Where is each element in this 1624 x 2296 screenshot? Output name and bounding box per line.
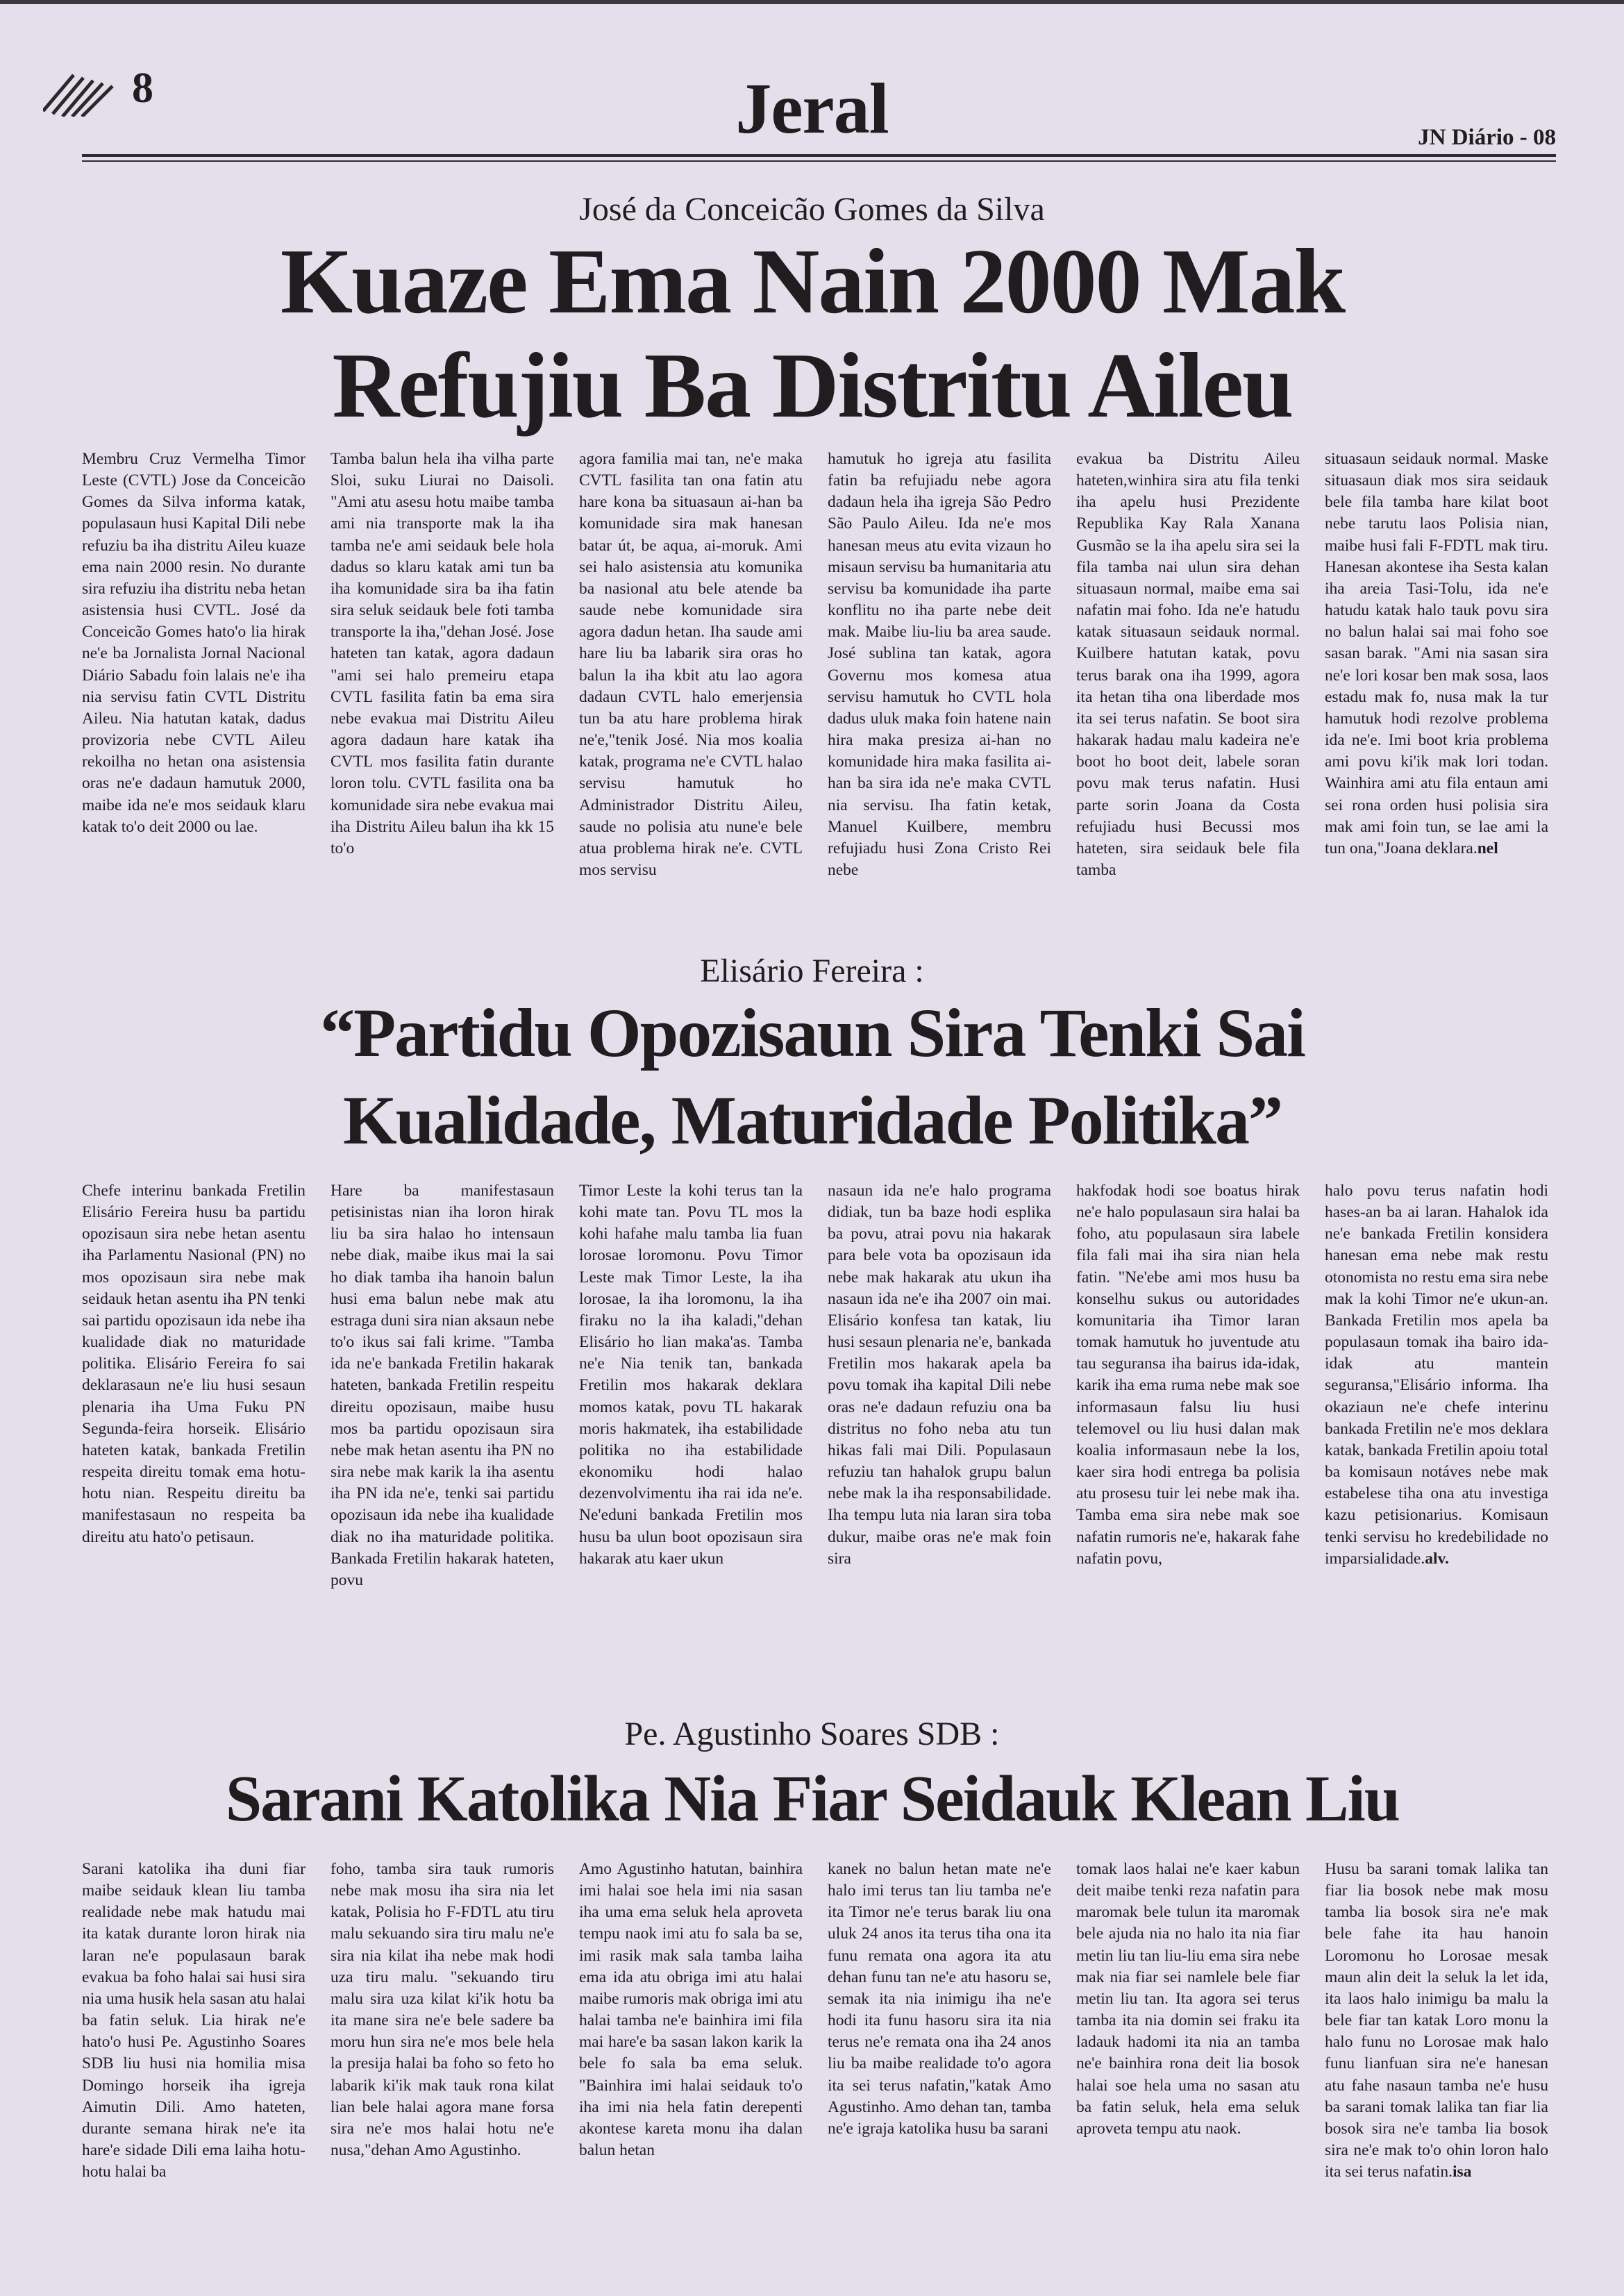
article1-byline: José da Conceicão Gomes da Silva	[579, 191, 1045, 228]
top-edge-line	[0, 0, 1624, 4]
article3-headline: Sarani Katolika Nia Fiar Seidauk Klean Liu	[225, 1763, 1400, 1835]
article2-column-1: Chefe interinu bankada Fretilin Elisário Fereira husu ba partidu opozisaun sira nebe hetan asentu iha Parlamentu Nasional (PN) no mos opozisaun sira nebe mak seidauk hetan asentu iha PN tenki sai partidu opozisaun ida nebe iha kualidade diak no maturidade politika. Elisário Fereira fo sai deklarasaun ne'e liu husi sesaun plenaria iha Uma Fuku PN Segunda-feira horseik. Elisário hateten katak, bankada Fretilin respeita direitu tomak ema hotu-hotu nian. Respeitu direitu ba manifestasaun no respeita ba direitu atu hato'o petisaun.	[82, 1182, 305, 1546]
article2-byline: Elisário Fereira :	[700, 953, 924, 989]
article3-body	[82, 1859, 1558, 2234]
article2-column-5: hakfodak hodi soe boatus hirak ne'e halo populasaun sira halai ba foho, atu populasaun sira labele fila fali mai iha sira nian hela fatin. "Ne'ebe ami mos husu ba konselhu sukus ou autoridades komunitaria iha Timor laran tomak hamutuk ho juventude atu tau seguransa iha bairus ida-idak, karik iha ema ruma nebe mak soe informasaun falsu liu husi telemovel ou liu husi dalan mak koalia informasaun nebe la los, kaer sira hodi entrega ba polisia atu prosesu tuir lei nebe mak iha. Tamba ema sira nebe mak soe nafatin rumoris ne'e, hakarak fahe nafatin povu,	[1076, 1182, 1300, 1568]
edition-label: JN Diário - 08	[1418, 125, 1556, 150]
article1-column-5: evakua ba Distritu Aileu hateten,winhira sira atu fila tenki iha apelu husi Prezidente Republika Kay Rala Xanana Gusmão se la iha apelu sira sei la fila tamba nai ulun sira dehan situasaun normal, maibe ema sai nafatin mai foho. Ida ne'e hatudu katak situasaun seidauk normal. Kuilbere hatutan katak, povu terus barak ona iha 1999, agora ita hetan tiha ona liberdade mos ita sei terus nafatin. Se boot sira hakarak hadau malu kadeira ne'e boot ho boot deit, labele soran povu mak terus nafatin. Husi parte sorin Joana da Costa refujiadu husi Becussi mos hateten, sira seidauk bele fila tamba	[1076, 450, 1300, 879]
article2-signoff: alv.	[1425, 1549, 1449, 1568]
article1-headline-line2: Refujiu Ba Distritu Aileu	[332, 334, 1293, 437]
article2-column-6: halo povu terus nafatin hodi hases-an ba ai laran. Hahalok ida ne'e bankada Fretilin konsidera hanesan ema nebe mak restu otonomista no restu ema sira nebe mak la kohi Timor ne'e ukun-an. Bankada Fretilin mos apela ba populasaun tomak iha bairo ida-idak atu mantein seguransa,"Elisário informa. Iha okaziaun ne'e chefe interinu bankada Fretilin ne'e mos deklara katak, bankada Fretilin apoiu total ba komisaun notáves nebe mak estabelese tiha ona atu investiga kazu petisionarius. Komisaun tenki servisu ho kredebilidade no imparsialidade.alv.	[1325, 1182, 1548, 1568]
article3-column-2: foho, tamba sira tauk rumoris nebe mak mosu iha sira nia let katak, Polisia ho F-FDTL atu tiru malu sekuando sira tiru malu ne'e sira nia kilat iha nebe mak hodi uza tiru malu. "sekuando tiru malu sira uza kilat ki'ik hotu ba ita mane sira ne'e bele sadere ba moru hun sira ne'e mos bele hela la presija halai ba foho so feto ho labarik ki'ik mak tauk rona kilat lian bele halai agora mane forsa sira ne'e mos halai hotu ne'e nusa,"dehan Amo Agustinho.	[330, 1860, 554, 2160]
header-rule-thick	[82, 154, 1556, 157]
article2-body	[82, 1180, 1558, 1701]
article2-column-4: nasaun ida ne'e halo programa didiak, tun ba baze hodi esplika ba povu, atrai povu nia hakarak para bele vota ba opozisaun ida nebe mak hakarak atu ukun iha nasaun ida ne'e iha 2007 oin mai. Elisário konfesa tan katak, liu husi sesaun plenaria ne'e, bankada Fretilin mos hakarak apela ba povu tomak iha kapital Dili nebe oras ne'e dadaun refuziu ona ba distritus no foho neba atu tun hikas fali mai Dili. Populasaun refuziu tan hahalok grupu balun nebe mak la iha responsabilidade. Iha tempu luta nia laran sira toba dukur, maibe oras ne'e mak foin sira	[828, 1182, 1051, 1568]
article1-column-1: Membru Cruz Vermelha Timor Leste (CVTL) Jose da Conceicão Gomes da Silva informa katak, populasaun husi Kapital Dili nebe refuziu ba iha distritu Aileu kuaze ema nain 2000 resin. No durante sira refuziu iha distritu neba hetan asistensia husi CVTL. José da Conceicão Gomes hato'o lia hirak ne'e ba Jornalista Jornal Nacional Diário Sabadu foin lalais ne'e iha nia servisu fatin CVTL Distritu Aileu. Nia hatutan katak, dadus provizoria nebe CVTL Aileu rekoilha no hetan ona asistensia oras ne'e dadaun hamutuk 2000, maibe ida ne'e mos seidauk klaru katak to'o deit 2000 ou lae.	[82, 450, 305, 836]
article3-column-6: Husu ba sarani tomak lalika tan fiar lia bosok nebe mak mosu tamba lia bosok sira ne'e mak bele fahe ita hau hanoin Loromonu ho Lorosae mesak maun alin deit la seluk la let ida, ita laos halo inimigu ba malu la bele fiar tan katak Loro monu la halo funu no Lorosae mak halo funu lianfuan sira ne'e hanesan atu fahe nasaun tamba ne'e husu ba sarani tomak lalika tan fiar lia bosok sira ne'e tamba lia bosok sira ne'e mak to'o ohin loron halo ita sei terus nafatin.isa	[1325, 1860, 1548, 2181]
article2-headline	[42, 989, 1583, 1164]
article2-column-2: Hare ba manifestasaun petisinistas nian iha loron hirak liu ba sira halao ho intensaun nebe diak, maibe ikus mai la sai ho diak tamba iha hanoin balun husi ema balun nebe mak atu estraga duni sira nian aksaun nebe to'o ikus sai fali krime. "Tamba ida ne'e bankada Fretilin hakarak hateten, bankada Fretilin respeitu direitu opozisaun, maibe husu mos ba partidu opozisaun sira nebe mak hetan asentu iha PN no sira nebe mak karik la iha asentu iha PN ida ne'e, tenki sai partidu opozisaun ida nebe iha kualidade diak no iha maturidade politika. Bankada Fretilin hakarak hateten, povu	[330, 1182, 554, 1589]
article3-column-3: Amo Agustinho hatutan, bainhira imi halai soe hela imi nia sasan iha uma ema seluk hela aproveta tempu naok imi atu fo sala ba se, imi rasik mak sala tamba laiha ema ida atu obriga imi atu halai maibe rumoris mak obriga imi atu halai tamba ne'e bainhira imi fila mai hare'e ba sasan lakon karik la bele fo sala ba ema seluk. "Bainhira imi halai seidauk to'o iha imi nia hela fatin derepenti akontese kareta monu iha dalan balun hetan	[579, 1860, 803, 2160]
article3-byline: Pe. Agustinho Soares SDB :	[624, 1716, 1000, 1752]
page-number: 8	[132, 65, 153, 112]
article2-headline-line1: “Partidu Opozisaun Sira Tenki Sai	[320, 994, 1305, 1071]
article2-column-3: Timor Leste la kohi terus tan la kohi mate tan. Povu TL mos la kohi hafahe malu tamba lia fuan lorosae loromonu. Povu Timor Leste mak Timor Leste, la iha lorosae, la iha loromonu, la iha firaku no la iha kaladi,"dehan Elisário ho lian maka'as. Tamba ne'e Nia tenik tan, bankada Fretilin mos hakarak deklara momos katak, povu TL hakarak moris hakmatek, iha estabilidade politika no iha estabilidade ekonomiku hodi halao dezenvolvimentu iha rai ida ne'e. Ne'eduni bankada Fretilin mos husu ba ulun boot opozisaun sira hakarak atu kaer ukun	[579, 1182, 803, 1568]
section-title: Jeral	[735, 69, 889, 149]
article3-column-5: tomak laos halai ne'e kaer kabun deit maibe tenki reza nafatin para maromak bele tulun ita maromak bele ajuda nia no halo ita nia fiar metin liu tan liu-liu ema sira nebe mak nia fiar sei namlele bele fiar metin liu tan. Ita agora sei terus tamba ita nia domin sei fraku ita ladauk hadomi ita nia an tamba ne'e bainhira rona deit lia bosok halai soe hela uma no sasan atu ba fatin seluk, hela ema seluk aproveta tempu atu naok.	[1076, 1860, 1300, 2138]
article1-signoff: nel	[1477, 839, 1498, 857]
article1-column-4: hamutuk ho igreja atu fasilita fatin ba refujiadu nebe agora dadaun hela iha igreja São Pedro São Paulo Aileu. Ida ne'e mos hanesan meus atu evita vizaun ho misaun servisu ba humanitaria atu servisu ba komunidade iha parte konflitu no iha parte nebe deit mak. Maibe liu-liu ba area saude. José sublina tan katak, agora Governu mos komesa atua servisu hamutuk ho CVTL hola dadus uluk maka foin hatene nain hira maka presiza ai-han no komunidade hira maka fasilita ai-han ba sira ida ne'e maka CVTL nia servisu. Iha fatin ketak, Manuel Kuilbere, membru refujiadu husi Zona Cristo Rei nebe	[828, 450, 1051, 879]
article1-column-3: agora familia mai tan, ne'e maka CVTL fasilita tan ona fatin atu hare kona ba situasaun ai-han ba komunidade sira mak hanesan batar út, be aqua, ai-moruk. Ami sei halo asistensia atu komunika ba nasional atu bele atende ba saude nebe komunidade sira agora dadun hetan. Iha saude ami hare liu ba labarik sira oras ho balun la iha kbit atu lao agora dadaun CVTL halo emerjensia tun ba atu hare problema hirak ne'e,"tenik José. Nia mos koalia katak, programa ne'e CVTL halao servisu hamutuk ho Administrador Distritu Aileu, saude no polisia atu nune'e bele atua problema hirak ne'e. CVTL mos servisu	[579, 450, 803, 879]
article1-headline	[42, 229, 1583, 437]
article1-column-6: situasaun seidauk normal. Maske situasaun diak mos sira seidauk bele fila tamba hare kilat boot nebe tarutu laos Polisia nian, maibe husi fali F-FDTL mak tiru. Hanesan akontese iha Sesta kalan iha areia Tasi-Tolu, ida ne'e hatudu katak halo tauk povu sira no balun halai sai mai foho soe sasan barak. "Ami nia sasan sira ne'e lori kosar ben mak sosa, laos estadu mak fo, nusa mak la tur hamutuk hodi rezolve problema ida ne'e. Imi boot kria problema ami povu ki'ik mak lori todan. Wainhira ami atu fila entaun ami sei rona orden husi polisia sira mak ami foin tun, se lae ami la tun ona,"Joana deklara.nel	[1325, 450, 1548, 857]
article3-column-4: kanek no balun hetan mate ne'e halo imi terus tan liu tamba ne'e ita Timor ne'e terus barak liu ona uluk 24 anos ita terus tiha ona ita funu remata ona agora ita atu dehan funu tan ne'e atu hasoru se, semak ita nia inimigu iha ne'e hodi ita funu hasoru sira ita nia terus ne'e remata ona iha 24 anos liu ba maibe realidade to'o agora ita sei terus nafatin,"katak Amo Agustinho. Amo dehan tan, tamba ne'e igraja katolika husu ba sarani	[828, 1860, 1051, 2138]
header-rule-thin	[82, 160, 1556, 162]
article3-signoff: isa	[1453, 2163, 1472, 2181]
article3-column-1: Sarani katolika iha duni fiar maibe seidauk klean liu tamba realidade nebe mak hatudu mai ita katak durante loron hirak nia laran ne'e populasaun barak evakua ba foho halai sai husi sira nia uma husik hela sasan atu halai ba fatin seluk. Lia hirak ne'e hato'o husi Pe. Agustinho Soares SDB liu husi nia homilia misa Domingo horseik iha igreja Aimutin Dili. Amo hateten, durante semana hirak ne'e ita hare'e sidade Dili ema laiha hotu-hotu halai ba	[82, 1860, 305, 2181]
article1-column-2: Tamba balun hela iha vilha parte Sloi, suku Liurai no Daisoli. "Ami atu asesu hotu maibe tamba ami nia transporte mak la iha tamba ne'e ami seidauk bele hola dadus so klaru katak ami tun ba iha komunidade sira ba iha fatin sira seluk seidauk bele foti tamba transporte la iha,"dehan José. Jose hateten tan katak, agora dadaun "ami sei halo premeiru etapa CVTL fasilita fatin ba ema sira nebe evakua mai Distritu Aileu agora dadaun hare katak iha CVTL mos fasilita fatin durante loron tolu. CVTL fasilita ona ba komunidade sira nebe evakua mai iha Distritu Aileu balun iha kk 15 to'o	[330, 450, 554, 857]
article2-headline-line2: Kualidade, Maturidade Politika”	[342, 1082, 1282, 1159]
article1-headline-line1: Kuaze Ema Nain 2000 Mak	[280, 230, 1345, 333]
article1-body	[82, 449, 1558, 935]
